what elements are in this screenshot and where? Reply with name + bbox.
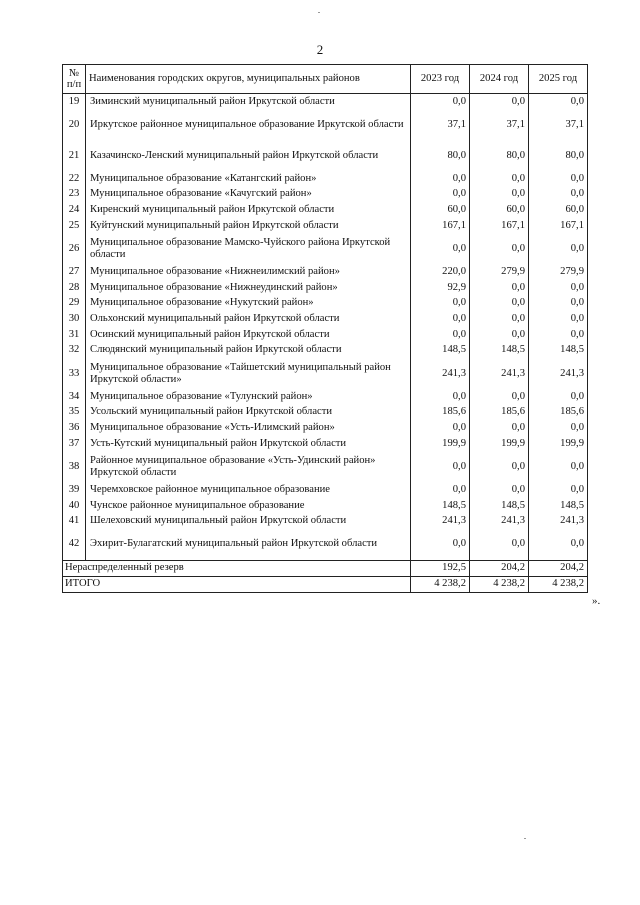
row-number: 23 xyxy=(63,187,86,203)
table-row xyxy=(63,436,588,452)
table-row xyxy=(63,171,588,187)
row-value-2025: 0,0 xyxy=(529,311,588,327)
row-number: 21 xyxy=(63,140,86,171)
row-value-2024: 241,3 xyxy=(470,514,529,530)
row-name: Районное муниципальное образование «Усть-Удинский район» Иркутской области xyxy=(86,451,411,482)
row-value-2023: 92,9 xyxy=(411,280,470,296)
row-value-2025: 37,1 xyxy=(529,109,588,140)
table-body xyxy=(63,94,588,593)
row-value-2023: 167,1 xyxy=(411,218,470,234)
row-name: Киренский муниципальный район Иркутской области xyxy=(86,202,411,218)
row-value-2025: 0,0 xyxy=(529,389,588,405)
row-number: 35 xyxy=(63,405,86,421)
row-value-2025: 148,5 xyxy=(529,342,588,358)
row-value-2024: 0,0 xyxy=(470,94,529,110)
row-value-2023: 148,5 xyxy=(411,498,470,514)
table-row xyxy=(63,420,588,436)
total-2023: 4 238,2 xyxy=(411,576,470,592)
row-name: Усольский муниципальный район Иркутской области xyxy=(86,405,411,421)
row-value-2025: 0,0 xyxy=(529,482,588,498)
row-name: Куйтунский муниципальный район Иркутской области xyxy=(86,218,411,234)
row-value-2023: 0,0 xyxy=(411,187,470,203)
row-name: Муниципальное образование «Усть-Илимский район» xyxy=(86,420,411,436)
row-number: 33 xyxy=(63,358,86,389)
row-number: 27 xyxy=(63,264,86,280)
col-header-2024: 2024 год xyxy=(470,65,529,94)
row-number: 29 xyxy=(63,296,86,312)
row-value-2023: 0,0 xyxy=(411,233,470,264)
table-row xyxy=(63,342,588,358)
row-value-2024: 0,0 xyxy=(470,420,529,436)
row-value-2025: 80,0 xyxy=(529,140,588,171)
row-value-2023: 185,6 xyxy=(411,405,470,421)
row-value-2024: 185,6 xyxy=(470,405,529,421)
table-row xyxy=(63,529,588,560)
table-header-row xyxy=(63,65,588,94)
row-name: Иркутское районное муниципальное образование Иркутской области xyxy=(86,109,411,140)
table-row xyxy=(63,405,588,421)
row-value-2025: 279,9 xyxy=(529,264,588,280)
row-number: 36 xyxy=(63,420,86,436)
row-value-2025: 0,0 xyxy=(529,233,588,264)
row-value-2024: 148,5 xyxy=(470,498,529,514)
row-name: Муниципальное образование «Катангский район» xyxy=(86,171,411,187)
row-value-2024: 0,0 xyxy=(470,482,529,498)
table-row xyxy=(63,264,588,280)
row-number: 25 xyxy=(63,218,86,234)
row-name: Муниципальное образование «Нижнеудинский район» xyxy=(86,280,411,296)
reserve-2025: 204,2 xyxy=(529,560,588,576)
row-value-2024: 0,0 xyxy=(470,233,529,264)
table-row xyxy=(63,140,588,171)
table-row xyxy=(63,311,588,327)
table-row xyxy=(63,482,588,498)
row-value-2024: 167,1 xyxy=(470,218,529,234)
row-value-2023: 241,3 xyxy=(411,358,470,389)
row-name: Эхирит-Булагатский муниципальный район Иркутской области xyxy=(86,529,411,560)
row-value-2025: 0,0 xyxy=(529,187,588,203)
row-value-2023: 199,9 xyxy=(411,436,470,452)
row-number: 28 xyxy=(63,280,86,296)
row-value-2024: 0,0 xyxy=(470,171,529,187)
row-name: Черемховское районное муниципальное образование xyxy=(86,482,411,498)
row-name: Осинский муниципальный район Иркутской области xyxy=(86,327,411,343)
row-value-2024: 0,0 xyxy=(470,187,529,203)
row-value-2024: 199,9 xyxy=(470,436,529,452)
table-row xyxy=(63,280,588,296)
row-value-2024: 279,9 xyxy=(470,264,529,280)
row-value-2024: 80,0 xyxy=(470,140,529,171)
row-number: 24 xyxy=(63,202,86,218)
row-value-2023: 0,0 xyxy=(411,296,470,312)
row-value-2025: 199,9 xyxy=(529,436,588,452)
row-value-2024: 0,0 xyxy=(470,529,529,560)
row-value-2024: 0,0 xyxy=(470,389,529,405)
total-row xyxy=(63,576,588,592)
row-value-2023: 80,0 xyxy=(411,140,470,171)
row-value-2025: 0,0 xyxy=(529,94,588,110)
col-header-name: Наименования городских округов, муниципальных районов xyxy=(86,65,411,94)
col-header-number: № п/п xyxy=(63,65,86,94)
row-number: 42 xyxy=(63,529,86,560)
row-value-2025: 167,1 xyxy=(529,218,588,234)
row-value-2024: 0,0 xyxy=(470,280,529,296)
row-value-2024: 0,0 xyxy=(470,311,529,327)
row-value-2023: 0,0 xyxy=(411,311,470,327)
row-name: Муниципальное образование «Нижнеилимский район» xyxy=(86,264,411,280)
table-row xyxy=(63,218,588,234)
table-row xyxy=(63,202,588,218)
row-value-2023: 241,3 xyxy=(411,514,470,530)
row-name: Муниципальное образование «Нукутский район» xyxy=(86,296,411,312)
total-2024: 4 238,2 xyxy=(470,576,529,592)
row-number: 39 xyxy=(63,482,86,498)
scan-speck xyxy=(318,12,320,13)
table-row xyxy=(63,498,588,514)
reserve-label: Нераспределенный резерв xyxy=(63,560,411,576)
row-name: Ольхонский муниципальный район Иркутской области xyxy=(86,311,411,327)
row-value-2025: 0,0 xyxy=(529,296,588,312)
table-row xyxy=(63,389,588,405)
row-number: 30 xyxy=(63,311,86,327)
row-name: Слюдянский муниципальный район Иркутской области xyxy=(86,342,411,358)
row-value-2025: 0,0 xyxy=(529,171,588,187)
col-header-2025: 2025 год xyxy=(529,65,588,94)
table-row xyxy=(63,187,588,203)
row-number: 34 xyxy=(63,389,86,405)
row-value-2024: 0,0 xyxy=(470,327,529,343)
row-name: Казачинско-Ленский муниципальный район Иркутской области xyxy=(86,140,411,171)
page-number: 2 xyxy=(316,42,324,57)
table-row xyxy=(63,451,588,482)
total-label: ИТОГО xyxy=(63,576,411,592)
reserve-2024: 204,2 xyxy=(470,560,529,576)
row-value-2023: 148,5 xyxy=(411,342,470,358)
row-value-2023: 0,0 xyxy=(411,327,470,343)
table-row xyxy=(63,296,588,312)
row-value-2025: 241,3 xyxy=(529,358,588,389)
row-value-2025: 185,6 xyxy=(529,405,588,421)
row-value-2025: 0,0 xyxy=(529,327,588,343)
row-value-2023: 37,1 xyxy=(411,109,470,140)
table-row xyxy=(63,514,588,530)
table-row xyxy=(63,358,588,389)
row-value-2025: 0,0 xyxy=(529,280,588,296)
row-number: 22 xyxy=(63,171,86,187)
table-row xyxy=(63,94,588,110)
total-2025: 4 238,2 xyxy=(529,576,588,592)
row-value-2024: 60,0 xyxy=(470,202,529,218)
row-name: Шелеховский муниципальный район Иркутской области xyxy=(86,514,411,530)
row-value-2024: 0,0 xyxy=(470,296,529,312)
row-value-2023: 0,0 xyxy=(411,171,470,187)
row-number: 37 xyxy=(63,436,86,452)
row-number: 19 xyxy=(63,94,86,110)
row-name: Муниципальное образование «Тайшетский муниципальный район Иркутской области» xyxy=(86,358,411,389)
row-number: 32 xyxy=(63,342,86,358)
row-value-2024: 37,1 xyxy=(470,109,529,140)
row-number: 40 xyxy=(63,498,86,514)
row-value-2023: 60,0 xyxy=(411,202,470,218)
row-value-2023: 0,0 xyxy=(411,420,470,436)
budget-table xyxy=(62,64,588,593)
row-value-2023: 220,0 xyxy=(411,264,470,280)
scan-speck xyxy=(524,838,526,839)
row-name: Усть-Кутский муниципальный район Иркутской области xyxy=(86,436,411,452)
row-value-2025: 60,0 xyxy=(529,202,588,218)
row-name: Муниципальное образование «Тулунский район» xyxy=(86,389,411,405)
table-row xyxy=(63,327,588,343)
row-value-2025: 148,5 xyxy=(529,498,588,514)
row-name: Муниципальное образование Мамско-Чуйского района Иркутской области xyxy=(86,233,411,264)
row-value-2023: 0,0 xyxy=(411,451,470,482)
row-value-2023: 0,0 xyxy=(411,389,470,405)
table-row xyxy=(63,233,588,264)
row-number: 26 xyxy=(63,233,86,264)
row-name: Муниципальное образование «Качугский район» xyxy=(86,187,411,203)
table-row xyxy=(63,109,588,140)
row-value-2023: 0,0 xyxy=(411,482,470,498)
row-number: 20 xyxy=(63,109,86,140)
row-value-2023: 0,0 xyxy=(411,529,470,560)
row-value-2025: 0,0 xyxy=(529,451,588,482)
row-name: Зиминский муниципальный район Иркутской области xyxy=(86,94,411,110)
reserve-2023: 192,5 xyxy=(411,560,470,576)
reserve-row xyxy=(63,560,588,576)
row-value-2023: 0,0 xyxy=(411,94,470,110)
row-number: 38 xyxy=(63,451,86,482)
row-value-2024: 148,5 xyxy=(470,342,529,358)
row-value-2025: 0,0 xyxy=(529,420,588,436)
row-number: 31 xyxy=(63,327,86,343)
row-number: 41 xyxy=(63,514,86,530)
col-header-2023: 2023 год xyxy=(411,65,470,94)
closing-quote-mark: ». xyxy=(592,595,601,607)
row-value-2024: 0,0 xyxy=(470,451,529,482)
row-value-2025: 241,3 xyxy=(529,514,588,530)
row-name: Чунское районное муниципальное образование xyxy=(86,498,411,514)
row-value-2024: 241,3 xyxy=(470,358,529,389)
row-value-2025: 0,0 xyxy=(529,529,588,560)
